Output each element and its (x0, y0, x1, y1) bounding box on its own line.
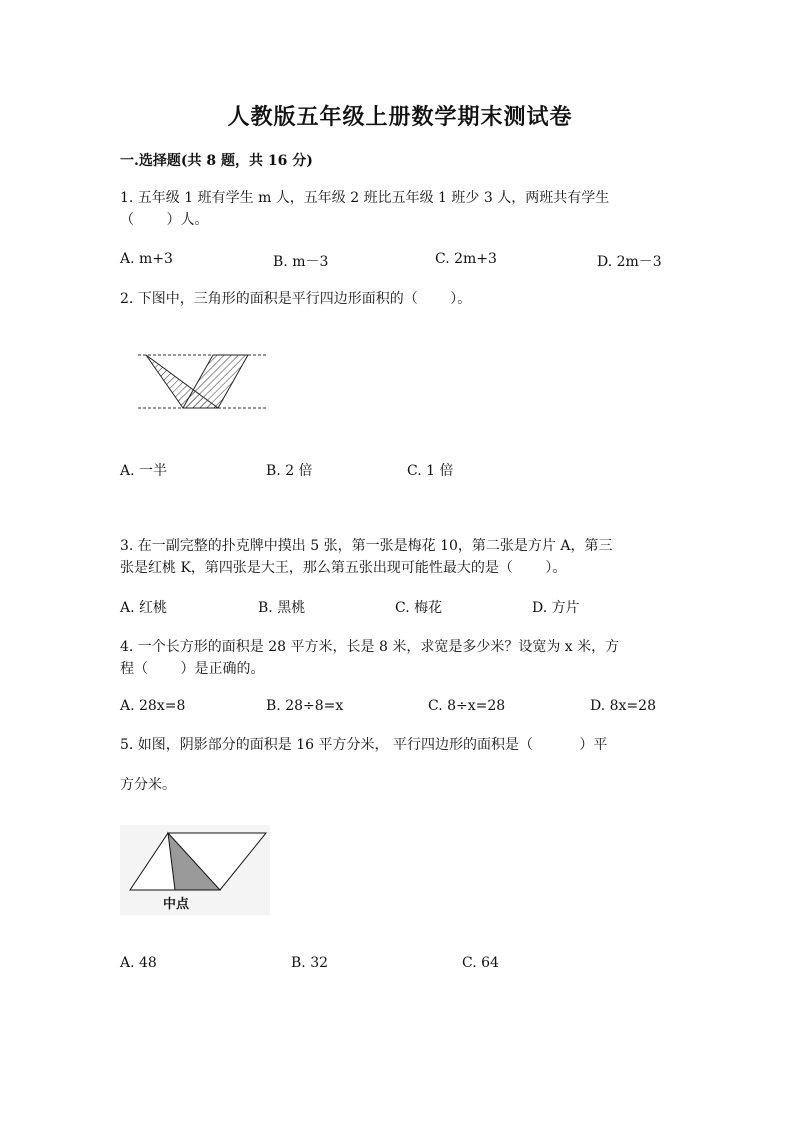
question-3-option-a: A. 红桃 (120, 600, 168, 616)
question-1-option-d: D. 2m－3 (597, 254, 662, 270)
question-2-line-1: 2. 下图中，三角形的面积是平行四边形面积的（ ）。 (120, 291, 472, 307)
question-4-line-1: 4. 一个长方形的面积是 28 平方米，长是 8 米，求宽是多少米？设宽为 x 米，方 (120, 639, 620, 655)
question-5-line-1: 5. 如图，阴影部分的面积是 16 平方分米， 平行四边形的面积是（ ）平 (120, 737, 608, 753)
question-5-line-2: 方分米。 (120, 777, 176, 793)
question-1-line-2: （ ）人。 (120, 212, 209, 228)
question-1-option-b: B. m－3 (273, 254, 329, 270)
question-4-option-c: C. 8÷x=28 (428, 698, 506, 714)
question-3-option-b: B. 黑桃 (258, 600, 306, 616)
question-3-option-c: C. 梅花 (395, 600, 443, 616)
question-1-option-a: A. m+3 (120, 251, 173, 267)
question-4-option-a: A. 28x=8 (120, 698, 186, 714)
question-5-option-b: B. 32 (291, 955, 329, 971)
question-4-option-d: D. 8x=28 (590, 698, 656, 714)
question-3-line-1: 3. 在一副完整的扑克牌中摸出 5 张，第一张是梅花 10，第二张是方片 A，第三 (120, 538, 613, 554)
triangle-parallelogram-figure (128, 345, 278, 420)
question-3-option-d: D. 方片 (532, 600, 580, 616)
question-4-line-2: 程（ ）是正确的。 (120, 661, 265, 677)
question-5-option-a: A. 48 (120, 955, 157, 971)
question-1-line-1: 1. 五年级 1 班有学生 m 人，五年级 2 班比五年级 1 班少 3 人，两班共有学生 (120, 190, 610, 206)
shaded-parallelogram-figure (120, 825, 270, 915)
question-4-option-b: B. 28÷8=x (266, 698, 344, 714)
question-3-line-2: 张是红桃 K，第四张是大王，那么第五张出现可能性最大的是（ ）。 (120, 560, 567, 576)
question-2-option-c: C. 1 倍 (407, 463, 454, 479)
question-2-option-b: B. 2 倍 (266, 463, 313, 479)
question-2-option-a: A. 一半 (120, 463, 168, 479)
question-1-option-c: C. 2m+3 (435, 251, 497, 267)
midpoint-label: 中点 (163, 897, 190, 912)
section-heading: 一.选择题(共 8 题，共 16 分) (120, 153, 313, 169)
page-title: 人教版五年级上册数学期末测试卷 (227, 104, 573, 130)
question-5-option-c: C. 64 (462, 955, 499, 971)
